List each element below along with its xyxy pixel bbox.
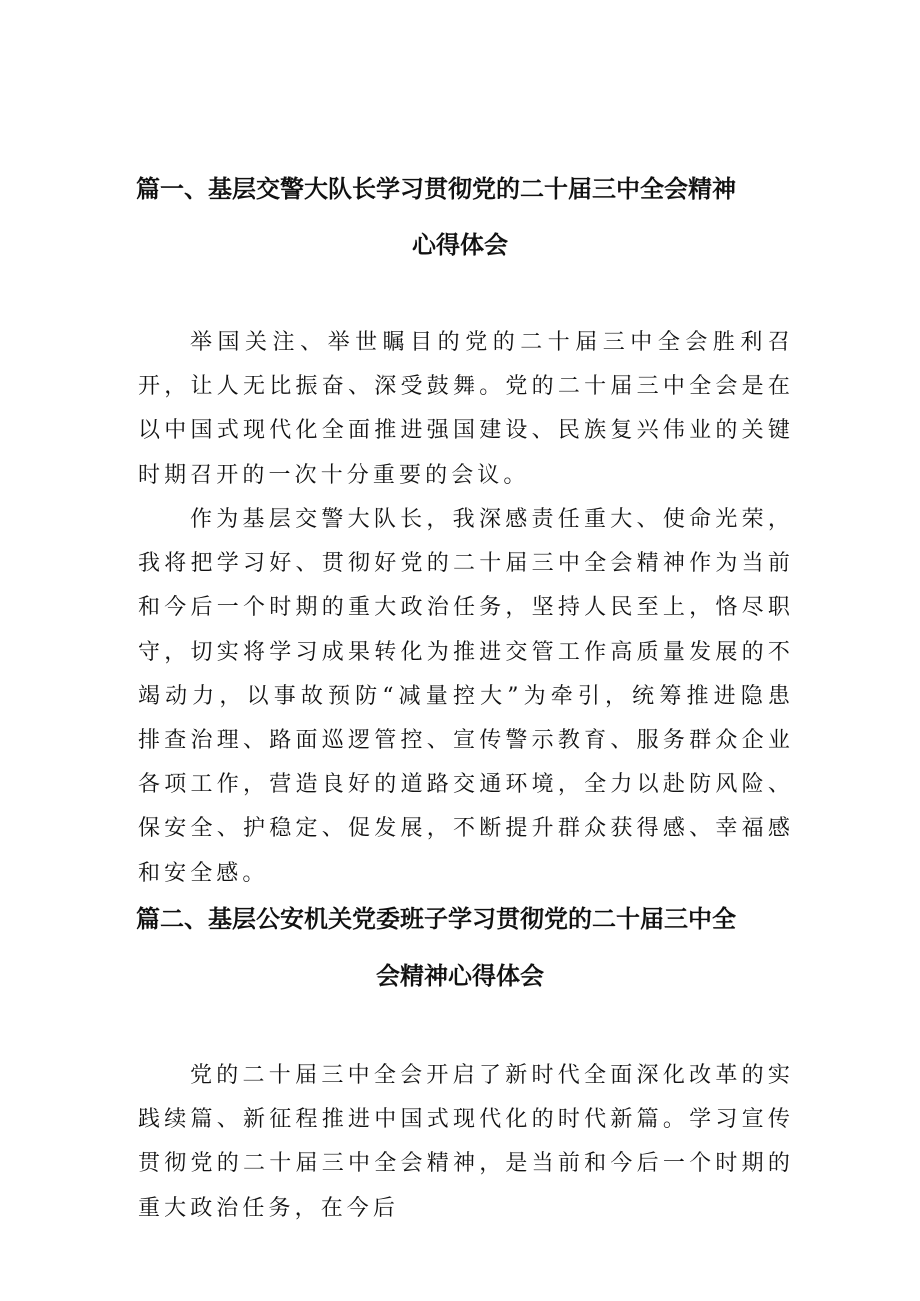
section1-paragraph-2: 作为基层交警大队长，我深感责任重大、使命光荣，我将把学习好、贯彻好党的二十届三中全会精神作为当前和今后一个时期的重大政治任务，坚持人民至上，恪尽职守，切实将学习成果转化为推进交管工作高质量发展的不竭动力，以事故预防“减量控大”为牵引，统筹推进隐患排查治理、路面巡逻管控、宣传警示教育、服务群众企业各项工作，营造良好的道路交通环境，全力以赴防风险、保安全、护稳定、促发展，不断提升群众获得感、幸福感和安全感。 [138, 507, 794, 886]
section2-title-line2: 会精神心得体会 [376, 962, 544, 990]
section1-paragraph-1: 举国关注、举世瞩目的党的二十届三中全会胜利召开，让人无比振奋、深受鼓舞。党的二十届三中全会是在以中国式现代化全面推进强国建设、民族复兴伟业的关键时期召开的一次十分重要的会议。 [138, 330, 794, 488]
section2-paragraph-1: 党的二十届三中全会开启了新时代全面深化改革的实践续篇、新征程推进中国式现代化的时代新篇。学习宣传贯彻党的二十届三中全会精神，是当前和今后一个时期的重大政治任务，在今后 [138, 1063, 794, 1221]
section1-title-line1: 篇一、基层交警大队长学习贯彻党的二十届三中全会精神 [136, 175, 736, 203]
section2-title-line1: 篇二、基层公安机关党委班子学习贯彻党的二十届三中全 [136, 905, 736, 933]
section1-title-line2: 心得体会 [412, 231, 508, 259]
